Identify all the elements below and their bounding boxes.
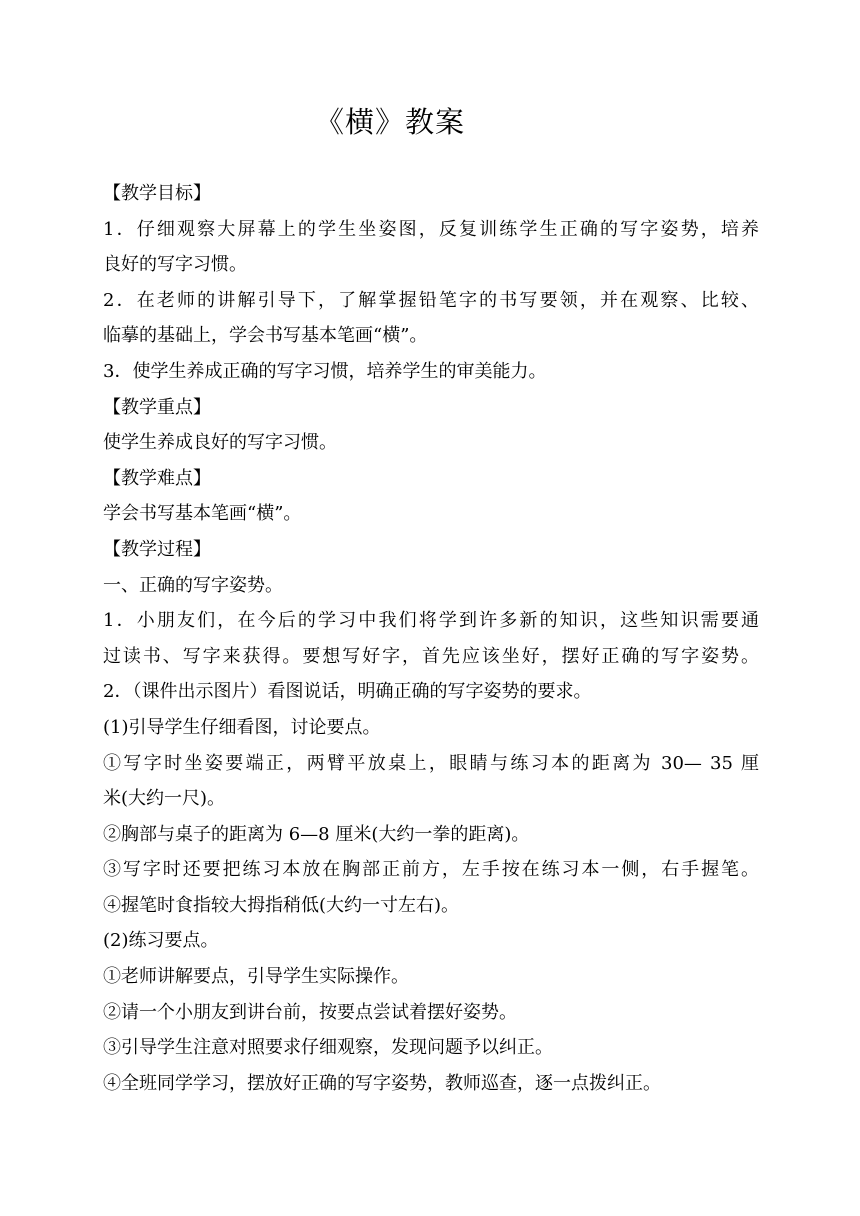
text-line: ③写字时还要把练习本放在胸部正前方，左手按在练习本一侧，右手握笔。 bbox=[103, 859, 759, 881]
text-line: ②请一个小朋友到讲台前，按要点尝试着摆好姿势。 bbox=[103, 1001, 517, 1023]
text-line: 【教学难点】 bbox=[103, 467, 211, 489]
text-line: ③引导学生注意对照要求仔细观察，发现问题予以纠正。 bbox=[103, 1037, 553, 1059]
text-line: ①老师讲解要点，引导学生实际操作。 bbox=[103, 966, 409, 988]
document-body bbox=[103, 176, 759, 1101]
text-line: 良好的写字习惯。 bbox=[103, 254, 247, 276]
text-line: 3．使学生养成正确的写字习惯，培养学生的审美能力。 bbox=[103, 360, 547, 382]
text-line: 【教学重点】 bbox=[103, 396, 211, 418]
text-line: 【教学过程】 bbox=[103, 538, 211, 560]
text-line: ①写字时坐姿要端正，两臂平放桌上，眼睛与练习本的距离为 30— 35 厘 bbox=[103, 752, 759, 774]
text-line: (1)引导学生仔细看图，讨论要点。 bbox=[103, 716, 381, 738]
text-line: ④全班同学学习，摆放好正确的写字姿势，教师巡查，逐一点拨纠正。 bbox=[103, 1072, 661, 1094]
text-line: 2．在老师的讲解引导下，了解掌握铅笔字的书写要领，并在观察、比较、 bbox=[103, 289, 759, 311]
text-line: 1．仔细观察大屏幕上的学生坐姿图，反复训练学生正确的写字姿势，培养 bbox=[103, 218, 759, 240]
text-line: 学会书写基本笔画“横”。 bbox=[103, 503, 302, 525]
text-line: 【教学目标】 bbox=[103, 183, 211, 204]
text-line: 1．小朋友们，在今后的学习中我们将学到许多新的知识，这些知识需要通 bbox=[103, 610, 759, 632]
text-line: 使学生养成良好的写字习惯。 bbox=[103, 432, 337, 454]
text-line: ②胸部与桌子的距离为 6—8 厘米(大约一拳的距离)。 bbox=[103, 823, 530, 845]
text-line: (2)练习要点。 bbox=[103, 930, 219, 952]
text-line: 2．（课件出示图片）看图说话，明确正确的写字姿势的要求。 bbox=[103, 681, 592, 703]
document-title: 《横》教案 bbox=[314, 105, 465, 139]
text-line: ④握笔时食指较大拇指稍低(大约一寸左右)。 bbox=[103, 894, 460, 916]
text-line: 过读书、写字来获得。要想写好字，首先应该坐好，摆好正确的写字姿势。 bbox=[103, 645, 759, 667]
text-line: 临摹的基础上，学会书写基本笔画“横”。 bbox=[103, 325, 428, 347]
text-line: 一、正确的写字姿势。 bbox=[103, 574, 283, 596]
text-line: 米(大约一尺)。 bbox=[103, 788, 226, 810]
